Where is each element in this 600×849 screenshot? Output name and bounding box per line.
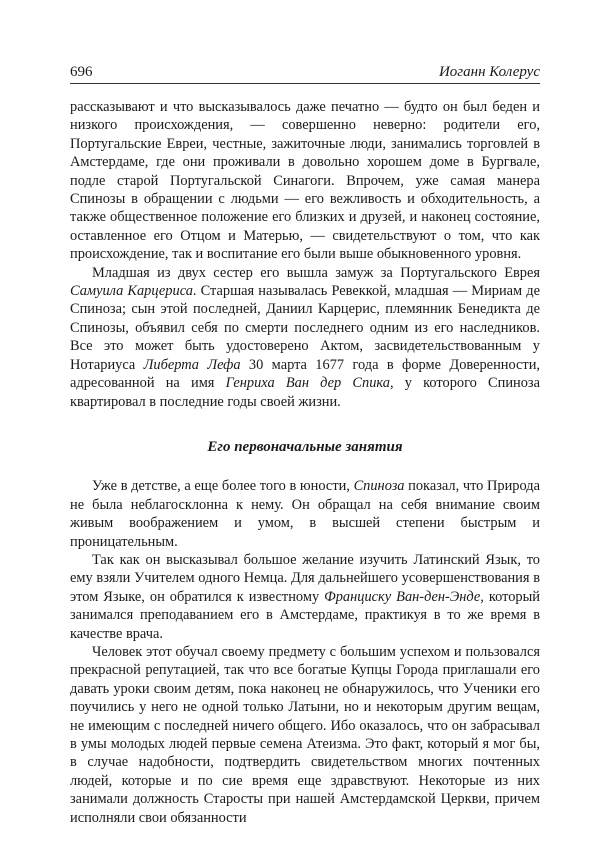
paragraph-2-text-2: . Старшая называлась Ревеккой, младшая — Мириам де Спиноза; сын этой последней, Даниил Карцерис, племянник Бенедикта де Спинозы, объявил себя по смерти последнего одним из его наследников. Все это может быть удостоверено Актом, засвидетельствованным у Нотариуса: [70, 283, 540, 373]
running-title: Иоганн Колерус: [438, 64, 540, 80]
name-genrih-van-der-spik: Генриха Ван дер Спика: [225, 375, 390, 392]
paragraph-3-text-1: Уже в детстве, а еще более того в юности,: [92, 478, 354, 495]
running-header: [70, 63, 540, 84]
paragraph-4-text-2: , который занимался преподаванием его в Амстердаме, практикуя в то же время в качестве врача.: [70, 588, 540, 642]
paragraph-2-text-3: 30 марта 1677 года в форме Доверенности, адресованной на имя: [70, 356, 540, 392]
paragraph-4-text-1: Так как он высказывал большое желание изучить Латинский Язык, то ему взяли Учителем одного Немца. Для дальнейшего усовершенствования в этом Языке, он обратился к известному: [70, 551, 540, 605]
page-number: 696: [70, 64, 93, 80]
book-page: [70, 63, 540, 827]
paragraph-2: [70, 264, 540, 411]
name-libert-lef: Либерта Лефа: [143, 356, 241, 373]
paragraph-2-text-4: , у которого Спиноза квартировал в последние годы своей жизни.: [70, 375, 540, 410]
page-body: [70, 98, 540, 827]
paragraph-1: рассказывают и что высказывалось даже печатно — будто он был беден и низкого происхождения, — совершенно неверно: родители его, Португальские Евреи, честные, зажиточные люди, занимались торговлей в Амстердаме, где они проживали в довольно хорошем доме в Бургвале, подле старой Португальской Синагоги. Впрочем, уже самая манера Спинозы в обращении с людьми — его вежливость и обходительность, а также общественное положение его близких и друзей, и наконец состояние, оставленное его Отцом и Матерью, — свидетельствуют о том, что как происхождение, так и воспитание его были выше обыкновенного уровня.: [70, 99, 540, 263]
paragraph-3: [70, 477, 540, 551]
paragraph-4: [70, 551, 540, 643]
name-spinoza: Спиноза: [353, 478, 405, 495]
section-heading: Его первоначальные занятия: [207, 438, 403, 455]
paragraph-3-text-2: показал, что Природа не была неблагосклонна к нему. Он обращал на себя внимание своим живым воображением и умом, в высшей степени быстрым и проницательным.: [70, 478, 540, 550]
name-franciscus-van-den-ende: Франциску Ван-ден-Энде: [324, 588, 481, 605]
paragraph-2-text-1: Младшая из двух сестер его вышла замуж за Португальского Еврея: [92, 264, 540, 281]
paragraph-5: Человек этот обучал своему предмету с большим успехом и пользовался прекрасной репутацией, так что все богатые Купцы Города приглашали его давать уроки своим детям, пока наконец не обнаружилось, что Ученики его поучились у него не одной только Латыни, но и некоторым другим вещам, не имеющим с последней ничего общего. Ибо оказалось, что он забрасывал в умы молодых людей первые семена Атеизма. Это факт, который я мог бы, в случае надобности, подтвердить свидетельством многих почтенных людей, которые и по сие время еще здравствуют. Некоторые из них занимали должность Старосты при нашей Амстердамской Церкви, причем исполняли свои обязанности: [70, 643, 540, 826]
name-samuil-karceris: Самуила Карцериса: [70, 283, 193, 300]
